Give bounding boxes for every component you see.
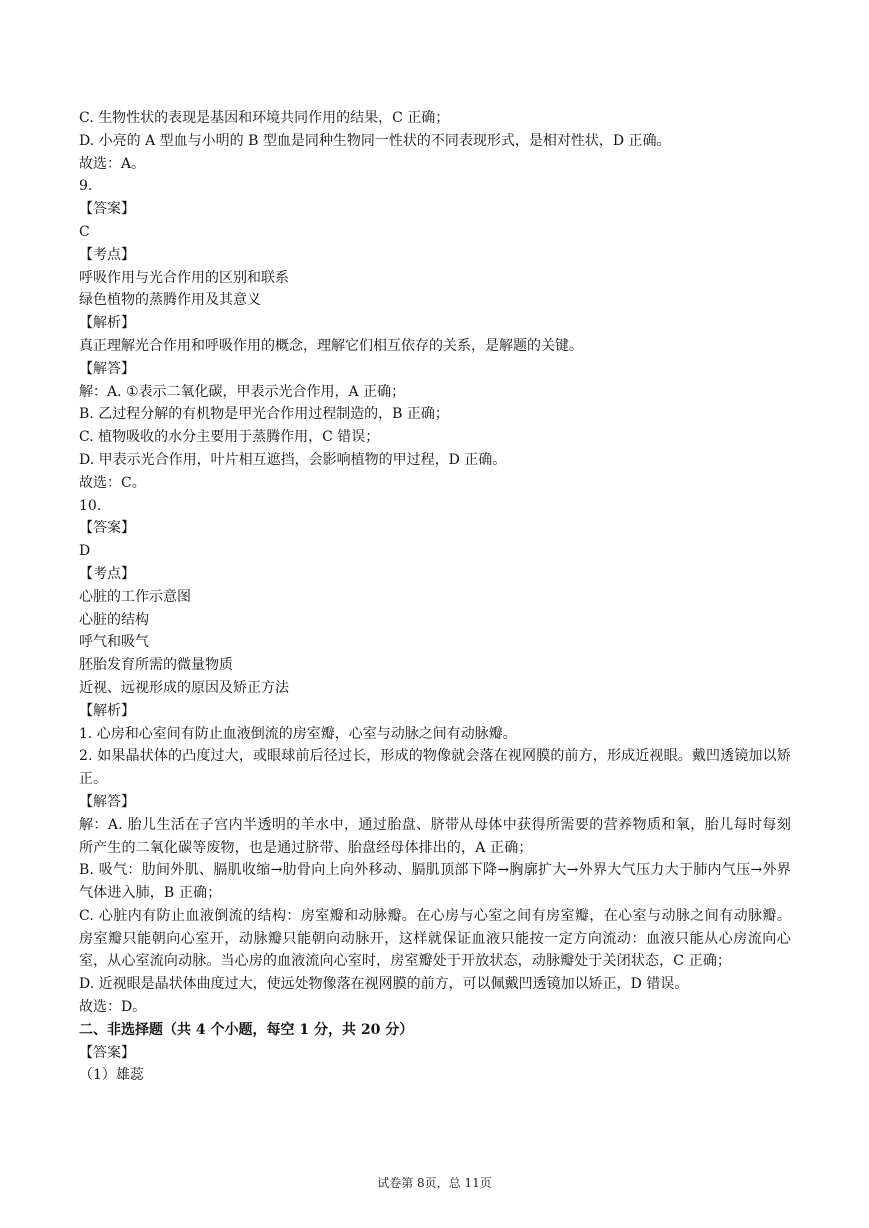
knowledge-point: 胚胎发育所需的微量物质 <box>79 657 233 674</box>
knowledge-point: 呼气和吸气 <box>79 634 149 651</box>
section-label: 【考点】 <box>79 565 135 582</box>
page-content <box>79 107 791 1087</box>
knowledge-point: 绿色植物的蒸腾作用及其意义 <box>79 292 261 309</box>
choice-text: 故选：D。 <box>79 999 147 1016</box>
solution-text: C. 植物吸收的水分主要用于蒸腾作用，C 错误； <box>79 429 380 446</box>
question-number: 10. <box>79 497 102 514</box>
analysis-text: 1. 心房和心室间有防止血液倒流的房室瓣，心室与动脉之间有动脉瓣。 <box>79 725 517 742</box>
solution-text: B. 吸气：肋间外肌、膈肌收缩→肋骨向上向外移动、膈肌顶部下降→胸廓扩大→外界大气压力大于肺内气压→外界气体进入肺，B 正确； <box>79 862 791 902</box>
text-line: 故选：A。 <box>79 155 146 172</box>
solution-text: 解：A. ①表示二氧化碳，甲表示光合作用，A 正确； <box>79 383 406 400</box>
knowledge-point: 心脏的工作示意图 <box>79 588 191 605</box>
knowledge-point: 呼吸作用与光合作用的区别和联系 <box>79 269 289 286</box>
analysis-text: 真正理解光合作用和呼吸作用的概念，理解它们相互依存的关系，是解题的关键。 <box>79 337 583 354</box>
section-label: 【答案】 <box>79 520 135 537</box>
page-footer: 试卷第 8页，总 11页 <box>377 1176 492 1190</box>
knowledge-point: 心脏的结构 <box>79 611 149 628</box>
solution-text: D. 甲表示光合作用，叶片相互遮挡，会影响植物的甲过程，D 正确。 <box>79 451 507 468</box>
solution-text: C. 心脏内有防止血液倒流的结构：房室瓣和动脉瓣。在心房与心室之间有房室瓣，在心室与动脉之间有动脉瓣。房室瓣只能朝向心室开，动脉瓣只能朝向动脉开，这样就保证血液只能按一定方向流动：血液只能从心房流向心室，从心室流向动脉。当心房的血液流向心室时，房室瓣处于开放状态，动脉瓣处于关闭状态，C 正确； <box>79 907 791 970</box>
text-line: C. 生物性状的表现是基因和环境共同作用的结果，C 正确； <box>79 110 450 126</box>
section-label: 【答案】 <box>79 201 135 218</box>
section-label: 【解答】 <box>79 360 135 377</box>
analysis-text: 2. 如果晶状体的凸度过大，或眼球前后径过长，形成的物像就会落在视网膜的前方，形成近视眼。戴凹透镜加以矫正。 <box>79 748 791 788</box>
section-label: 【解析】 <box>79 315 135 332</box>
solution-text: D. 近视眼是晶状体曲度过大，使远处物像落在视网膜的前方，可以佩戴凹透镜加以矫正，D 错误。 <box>79 976 689 993</box>
knowledge-point: 近视、远视形成的原因及矫正方法 <box>79 679 289 696</box>
section-heading: 二、非选择题（共 4 个小题，每空 1 分，共 20 分） <box>79 1021 414 1038</box>
choice-text: 故选：C。 <box>79 474 146 491</box>
section-label: 【解析】 <box>79 702 135 719</box>
solution-text: B. 乙过程分解的有机物是甲光合作用过程制造的，B 正确； <box>79 406 449 423</box>
text-line: D. 小亮的 A 型血与小明的 B 型血是同种生物同一性状的不同表现形式，是相对性状，D 正确。 <box>79 132 671 149</box>
section-label: 【考点】 <box>79 246 135 263</box>
answer-value: D <box>79 543 91 560</box>
section-label: 【答案】 <box>79 1044 135 1061</box>
answer-value: （1）雄蕊 <box>79 1067 144 1084</box>
answer-value: C <box>79 223 90 240</box>
section-label: 【解答】 <box>79 793 135 810</box>
question-number: 9. <box>79 178 93 195</box>
solution-text: 解：A. 胎儿生活在子宫内半透明的羊水中，通过胎盘、脐带从母体中获得所需要的营养物质和氧，胎儿每时每刻所产生的二氧化碳等废物，也是通过脐带、胎盘经母体排出的，A 正确； <box>79 816 791 856</box>
